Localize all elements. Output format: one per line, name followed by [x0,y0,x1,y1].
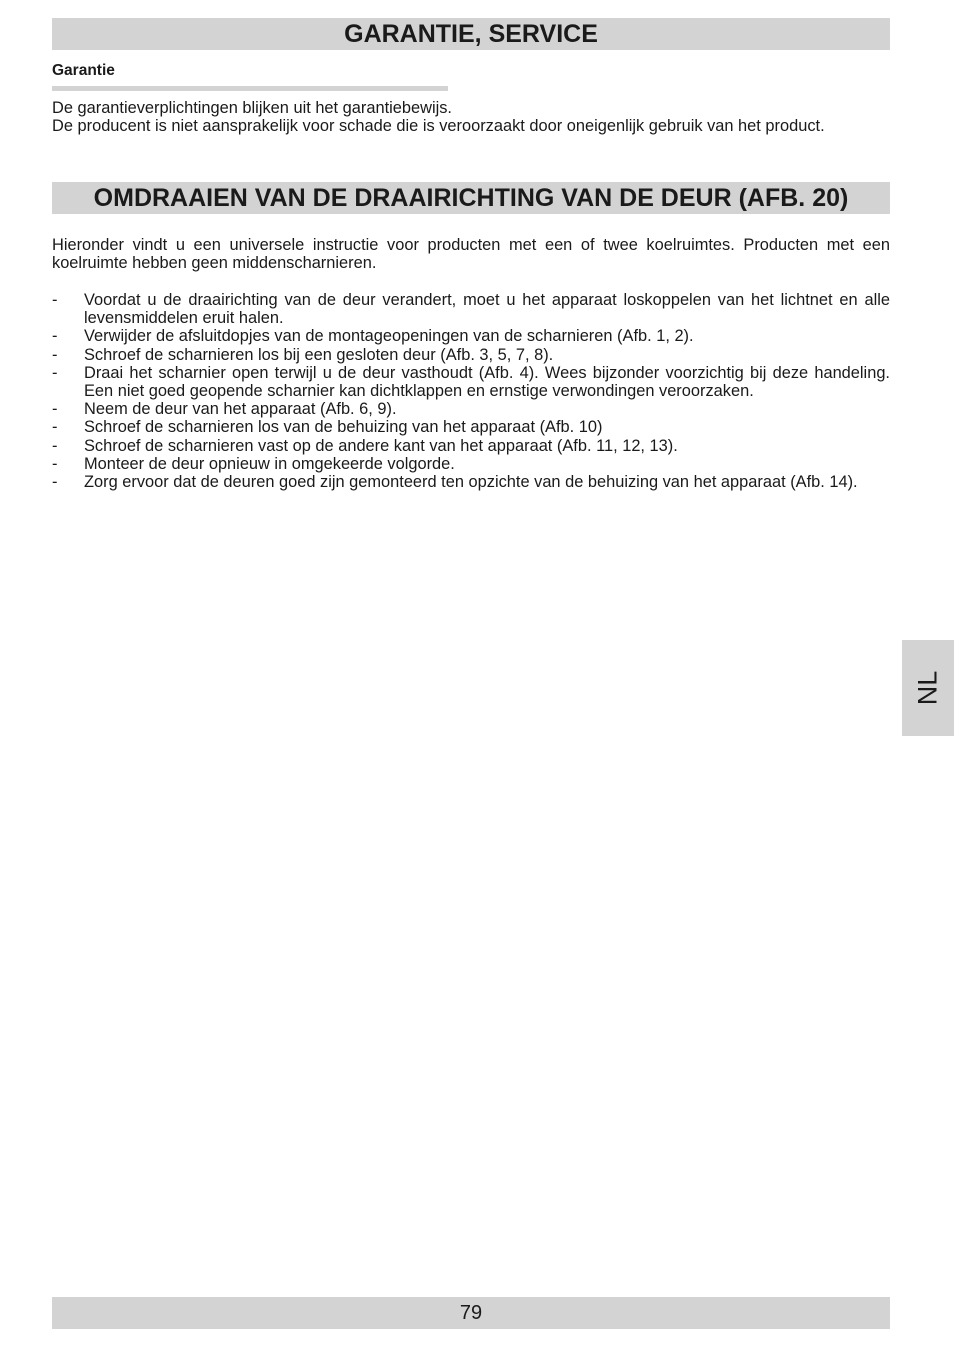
door-intro-paragraph: Hieronder vindt u een universele instructie voor producten met een of twee koelruimtes. Producten met een koelruimte hebben geen middenscharnieren. [52,236,890,273]
list-item-text: Zorg ervoor dat de deuren goed zijn gemonteerd ten opzichte van de behuizing van het apparaat (Afb. 14). [84,473,858,492]
language-tab-label: NL [912,670,943,706]
list-bullet: - [52,363,58,382]
list-item-text: Verwijder de afsluitdopjes van de montageopeningen van de scharnieren (Afb. 1, 2). [84,327,694,346]
list-item [52,455,890,473]
list-bullet: - [52,454,58,473]
subheading-warranty: Garantie [52,62,115,79]
list-item [52,400,890,418]
list-bullet: - [52,291,58,309]
list-item [52,364,890,400]
page-number-bar [52,1297,890,1329]
warranty-paragraph [52,99,890,135]
list-bullet: - [52,418,58,437]
warranty-line-2: De producent is niet aansprakelijk voor schade die is veroorzaakt door oneigenlijk gebruik van het product. [52,117,825,136]
list-item [52,473,890,491]
list-item-text: Neem de deur van het apparaat (Afb. 6, 9). [84,400,397,419]
list-item-text: Schroef de scharnieren vast op de andere kant van het apparaat (Afb. 11, 12, 13). [84,436,678,455]
section-title-warranty: GARANTIE, SERVICE [52,18,890,50]
list-item [52,418,890,436]
subheading-underline [52,86,448,91]
list-item-text: Draai het scharnier open terwijl u de deur vasthoudt (Afb. 4). Wees bijzonder voorzichtig bij deze handeling. Een niet goed geopende scharnier kan dichtklappen en ernstige verwondingen veroorzaken. [84,363,890,401]
list-item-text: Monteer de deur opnieuw in omgekeerde volgorde. [84,454,455,473]
list-bullet: - [52,436,58,455]
list-item-text: Voordat u de draairichting van de deur verandert, moet u het apparaat loskoppelen van het lichtnet en alle levensmiddelen eruit halen. [84,291,890,328]
list-bullet: - [52,327,58,346]
list-item [52,291,890,327]
door-steps-list [52,291,890,491]
page-number: 79 [459,1302,483,1324]
warranty-line-1: De garantieverplichtingen blijken uit het garantiebewijs. [52,99,452,117]
list-bullet: - [52,345,58,364]
list-item [52,346,890,364]
list-item [52,437,890,455]
list-item-text: Schroef de scharnieren los bij een gesloten deur (Afb. 3, 5, 7, 8). [84,345,554,364]
list-bullet: - [52,473,58,492]
list-item-text: Schroef de scharnieren los van de behuizing van het apparaat (Afb. 10) [84,418,603,437]
language-tab [902,640,954,736]
list-bullet: - [52,400,58,419]
section-title-door-reversal: OMDRAAIEN VAN DE DRAAIRICHTING VAN DE DEUR (AFB. 20) [52,182,890,214]
list-item [52,327,890,345]
